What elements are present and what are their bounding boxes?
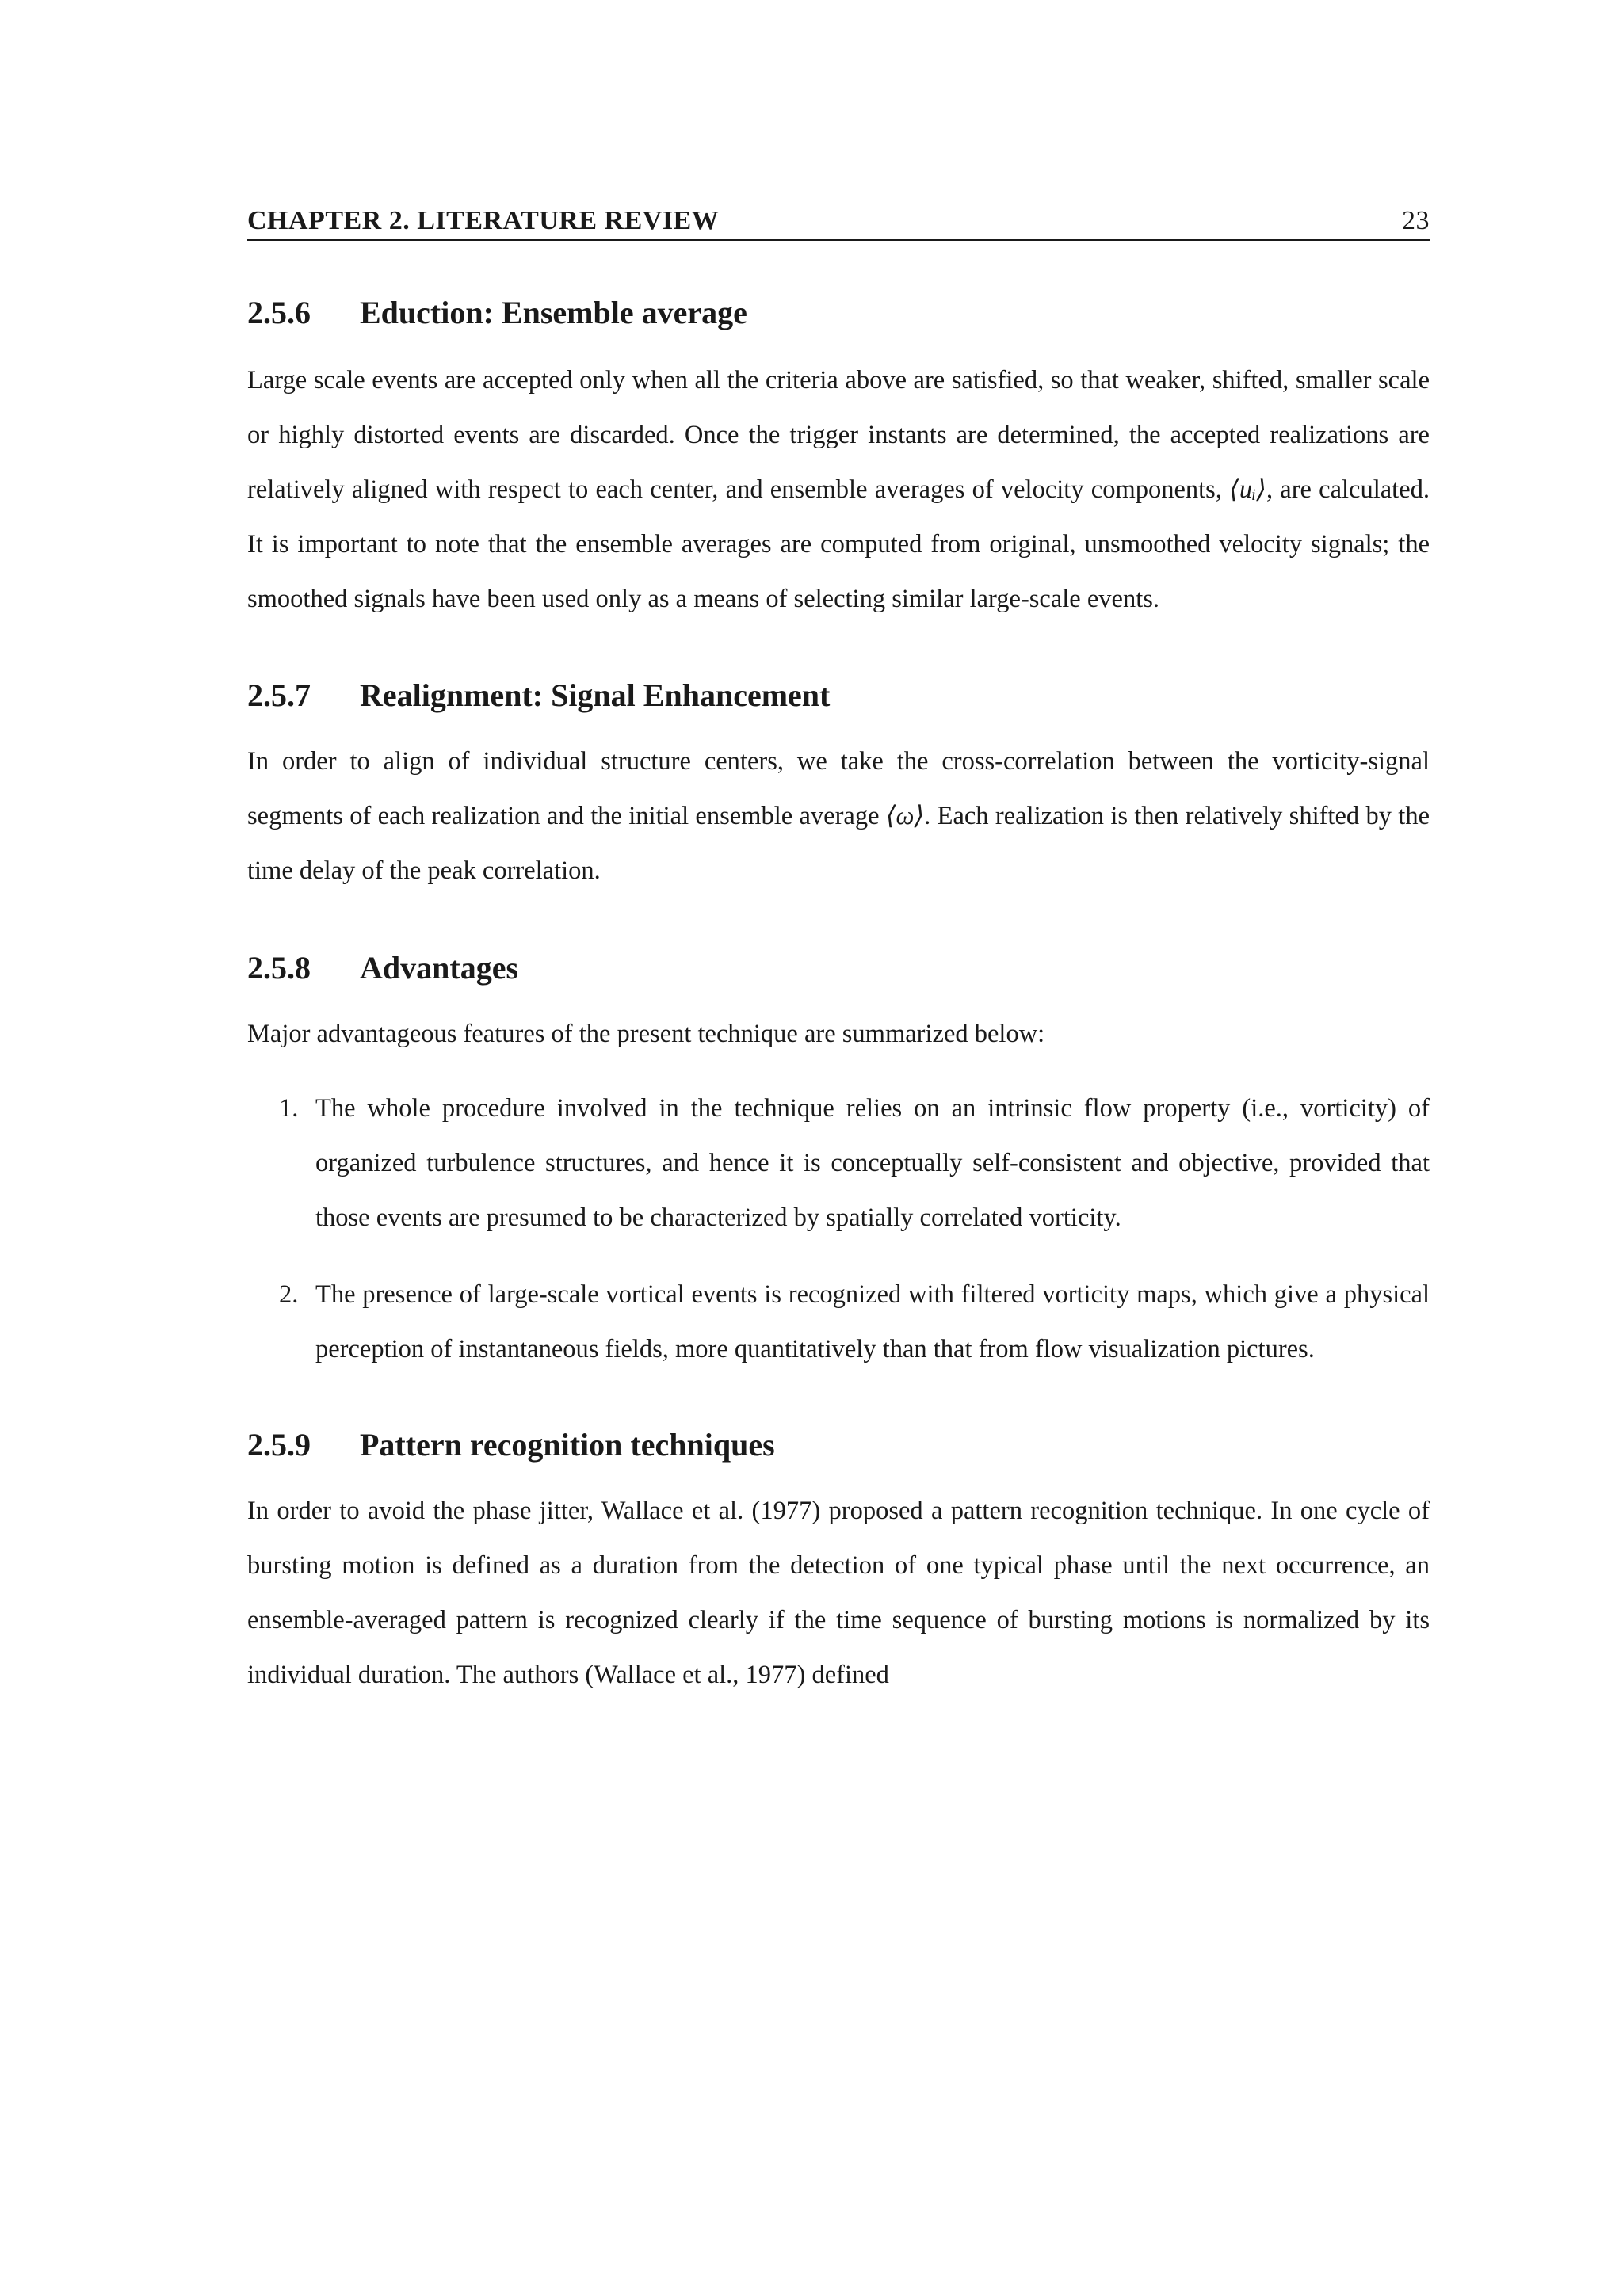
section-paragraph bbox=[247, 734, 1430, 898]
section-heading-2-5-8 bbox=[247, 949, 1430, 987]
section-number: 2.5.7 bbox=[247, 677, 311, 713]
list-item bbox=[247, 1081, 1430, 1245]
section-paragraph: In order to avoid the phase jitter, Wallace et al. (1977) proposed a pattern recognition technique. In one cycle of bursting motion is defined as a duration from the detection of one typical phase until the next occurrence, an ensemble-averaged pattern is recognized clearly if the time sequence of bursting motions is normalized by its individual duration. The authors (Wallace et al., 1977) defined bbox=[247, 1497, 1430, 1689]
math-ensemble-velocity: ⟨uᵢ⟩ bbox=[1229, 475, 1266, 504]
list-item-text: The whole procedure involved in the technique relies on an intrinsic flow property (i.e., vorticity) of organized turbulence structures, and hence it is conceptually self-consistent and objective, provided that those events are presumed to be characterized by spatially correlated vorticity. bbox=[315, 1094, 1430, 1232]
section-heading-2-5-9 bbox=[247, 1426, 1430, 1464]
section-title: Realignment: Signal Enhancement bbox=[360, 677, 831, 713]
section-number: 2.5.6 bbox=[247, 295, 311, 330]
paragraph-text: In order to align of individual structure centers, we take the cross-correlation between the vorticity-signal segments of each realization and the initial ensemble average bbox=[247, 747, 1430, 830]
page-number: 23 bbox=[1402, 206, 1430, 235]
list-marker: 1. bbox=[279, 1094, 299, 1123]
math-ensemble-vorticity: ⟨ω⟩ bbox=[885, 802, 925, 830]
section-paragraph: Major advantageous features of the present technique are summarized below: bbox=[247, 1020, 1045, 1048]
section-number: 2.5.9 bbox=[247, 1427, 311, 1463]
paragraph-text: Large scale events are accepted only when all the criteria above are satisfied, so that weaker, shifted, smaller scale or highly distorted events are discarded. Once the trigger instants are determined, the accepted realizations are relatively aligned with respect to each center, and ensemble averages of velocity components, bbox=[247, 366, 1430, 504]
section-title: Advantages bbox=[360, 950, 519, 986]
section-title: Eduction: Ensemble average bbox=[360, 295, 747, 330]
paragraph-text: . Each realization is then relatively shifted by the time delay of the peak correlation. bbox=[247, 802, 1430, 885]
section-title: Pattern recognition techniques bbox=[360, 1427, 775, 1463]
list-item-text: The presence of large-scale vortical events is recognized with filtered vorticity maps, which give a physical perception of instantaneous fields, more quantitatively than that from flow visualization pictures. bbox=[315, 1280, 1430, 1363]
section-heading-2-5-6 bbox=[247, 294, 1430, 332]
list-marker: 2. bbox=[279, 1280, 299, 1309]
advantages-list bbox=[247, 1081, 1430, 1377]
section-heading-2-5-7 bbox=[247, 677, 1430, 715]
section-paragraph bbox=[247, 353, 1430, 627]
list-item bbox=[247, 1268, 1430, 1377]
running-header bbox=[247, 200, 1430, 241]
document-page bbox=[247, 200, 1430, 1703]
paragraph-text: , are calculated. It is important to note that the ensemble averages are computed from original, unsmoothed velocity signals; the smoothed signals have been used only as a means of selecting similar large-scale events. bbox=[247, 475, 1430, 613]
section-number: 2.5.8 bbox=[247, 950, 311, 986]
chapter-title: CHAPTER 2. LITERATURE REVIEW bbox=[247, 206, 720, 235]
